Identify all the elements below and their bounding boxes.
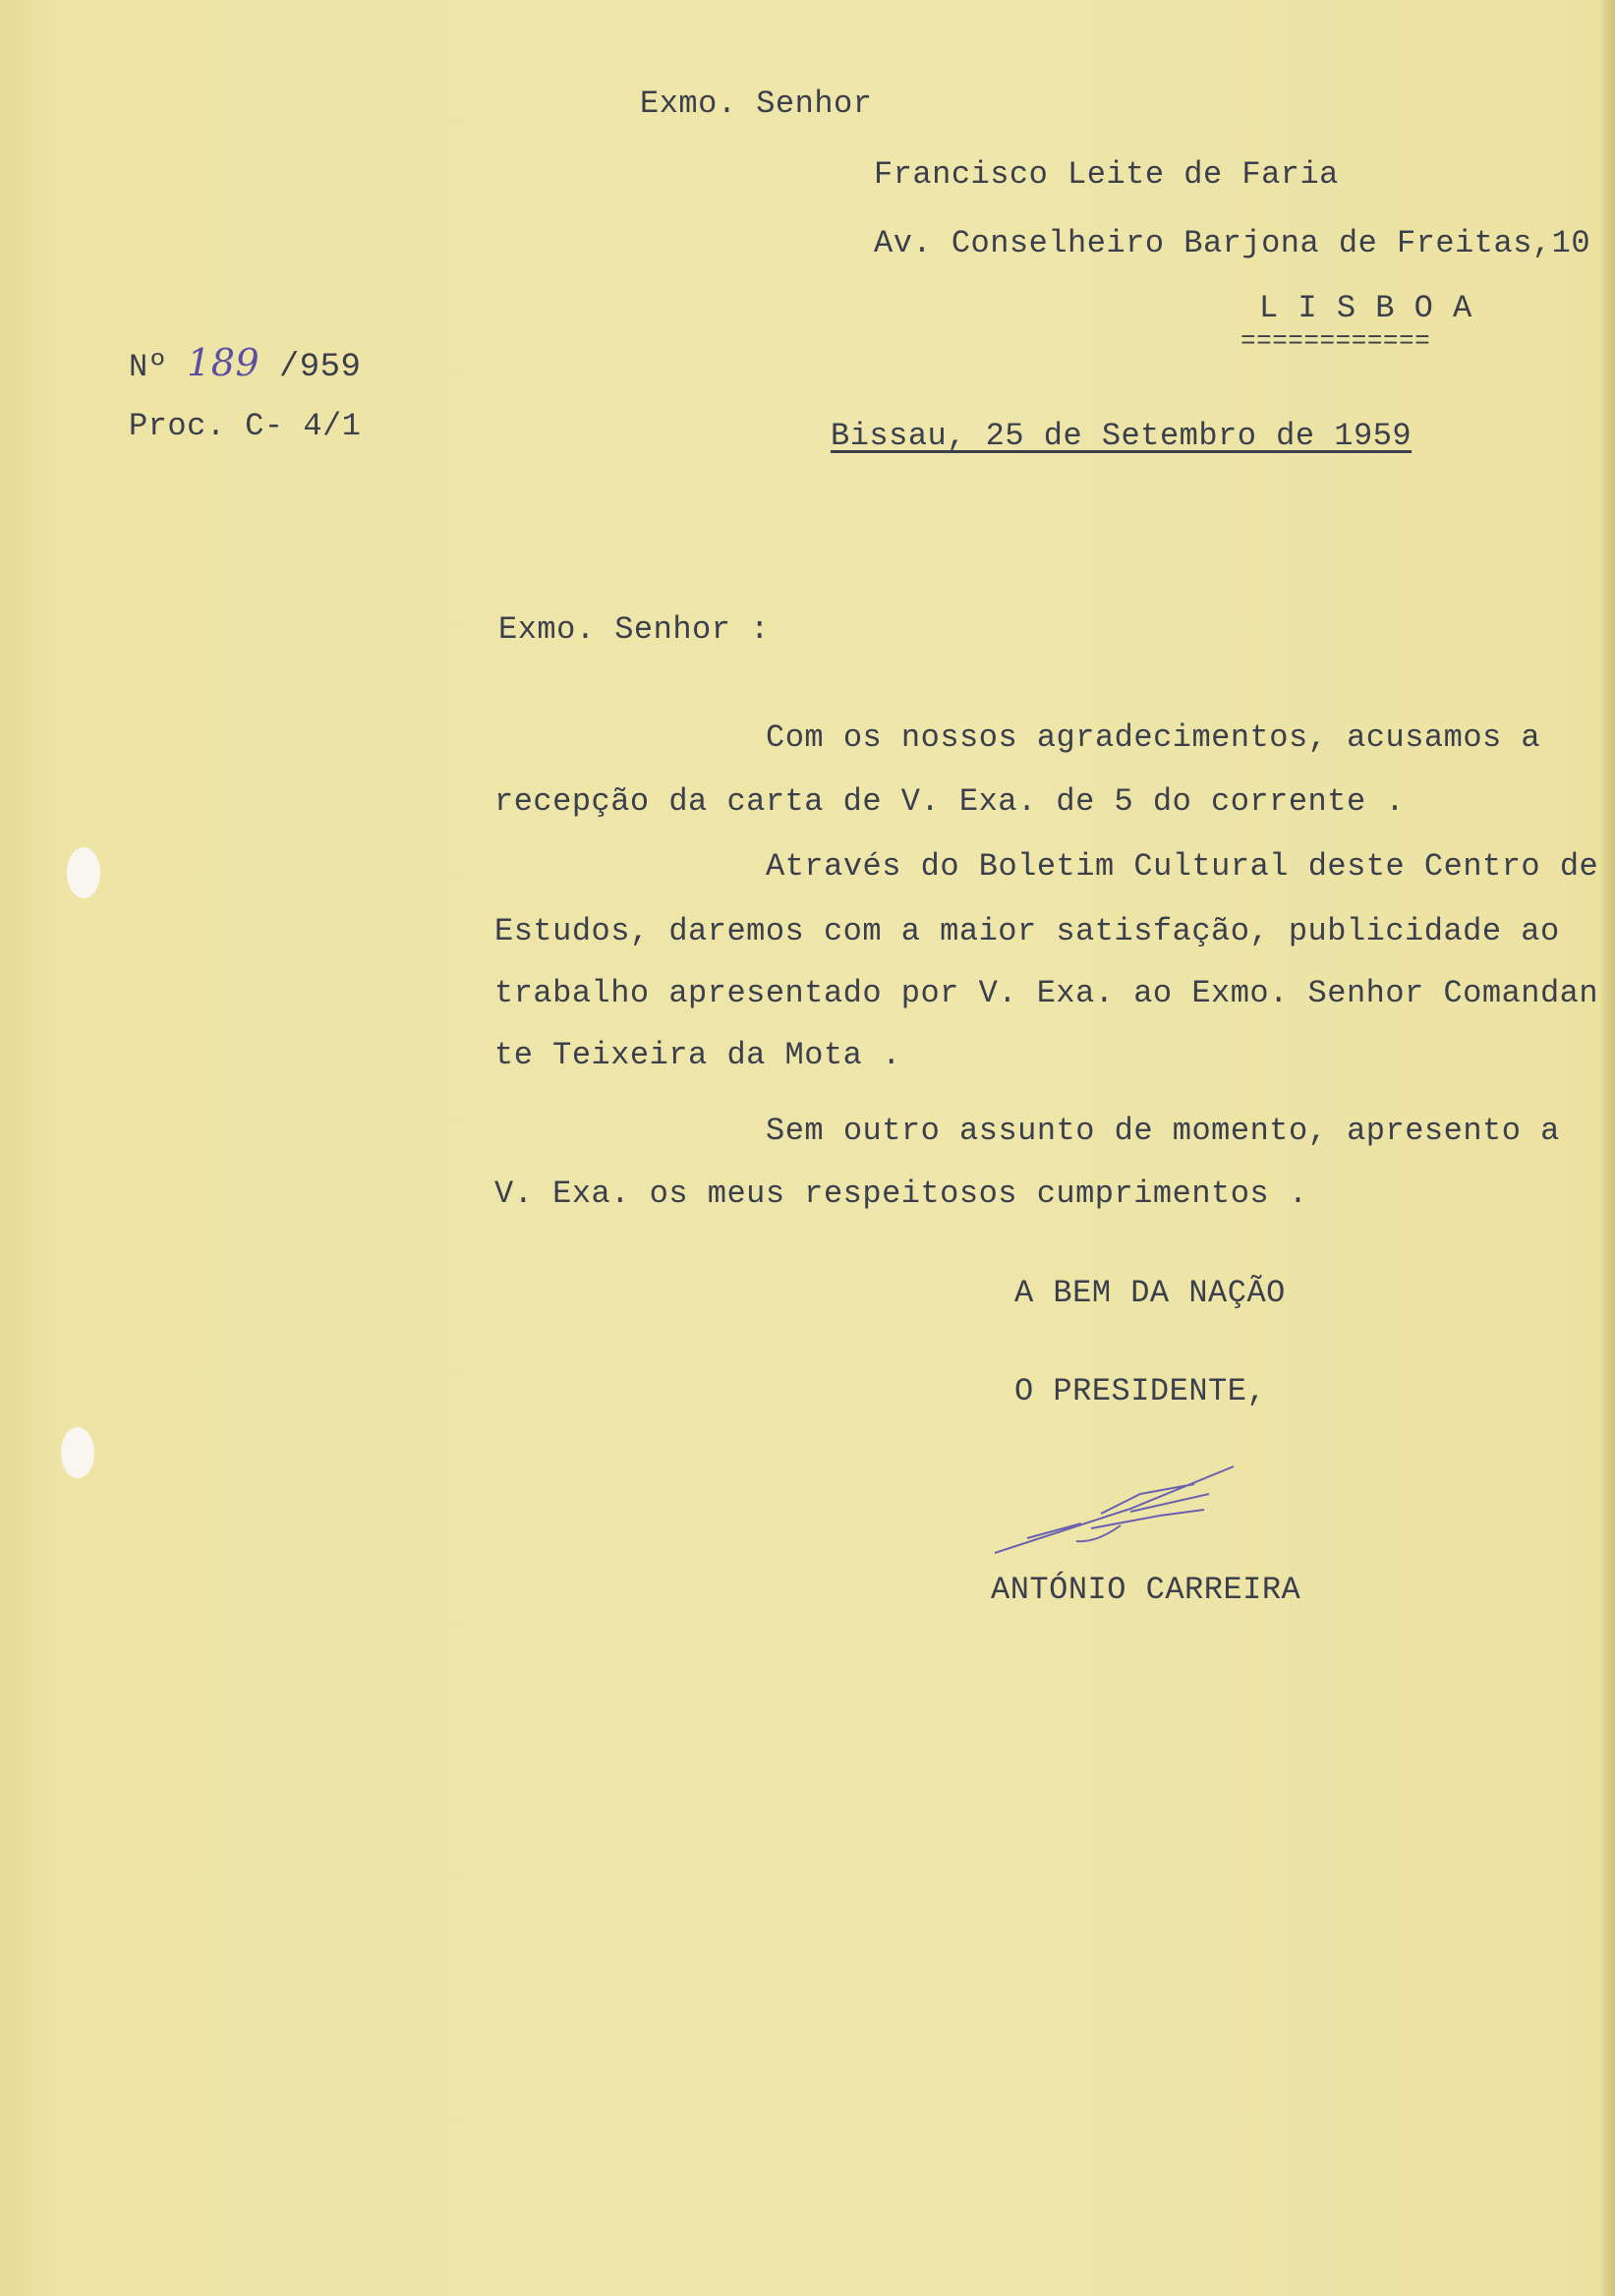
closing-title: O PRESIDENTE, [1014,1373,1267,1409]
signatory-name: ANTÓNIO CARREIRA [991,1572,1301,1608]
number-year: /959 [278,349,362,386]
greeting: Exmo. Senhor : [498,611,770,648]
body-line: Estudos, daremos com a maior satisfação, publicidade ao [494,913,1560,949]
punch-hole [67,847,100,898]
reference-number [129,341,362,386]
process-reference: Proc. C- 4/1 [129,408,362,444]
body-line: V. Exa. os meus respeitosos cumprimentos . [494,1176,1308,1212]
recipient-name: Francisco Leite de Faria [874,156,1339,193]
body-line: recepção da carta de V. Exa. de 5 do corrente . [494,783,1406,820]
body-line: trabalho apresentado por V. Exa. ao Exmo. Senhor Comandan [494,975,1599,1011]
body-line: Através do Boletim Cultural deste Centro de [766,848,1599,885]
body-line: Sem outro assunto de momento, apresento a [766,1113,1560,1149]
date-line: Bissau, 25 de Setembro de 1959 [831,418,1413,454]
handwritten-number: 189 [187,341,260,384]
header-salutation: Exmo. Senhor [640,86,873,122]
punch-hole [61,1427,94,1478]
paper-edge [1601,0,1615,2296]
body-line: te Teixeira da Mota . [494,1037,901,1073]
recipient-address: Av. Conselheiro Barjona de Freitas,10 [874,225,1591,261]
signature [983,1455,1239,1573]
recipient-city: L I S B O A [1259,290,1472,326]
closing-motto: A BEM DA NAÇÃO [1014,1275,1286,1311]
number-prefix: Nº [129,349,168,385]
body-line: Com os nossos agradecimentos, acusamos a [766,719,1541,756]
city-underline: ============ [1240,326,1431,356]
